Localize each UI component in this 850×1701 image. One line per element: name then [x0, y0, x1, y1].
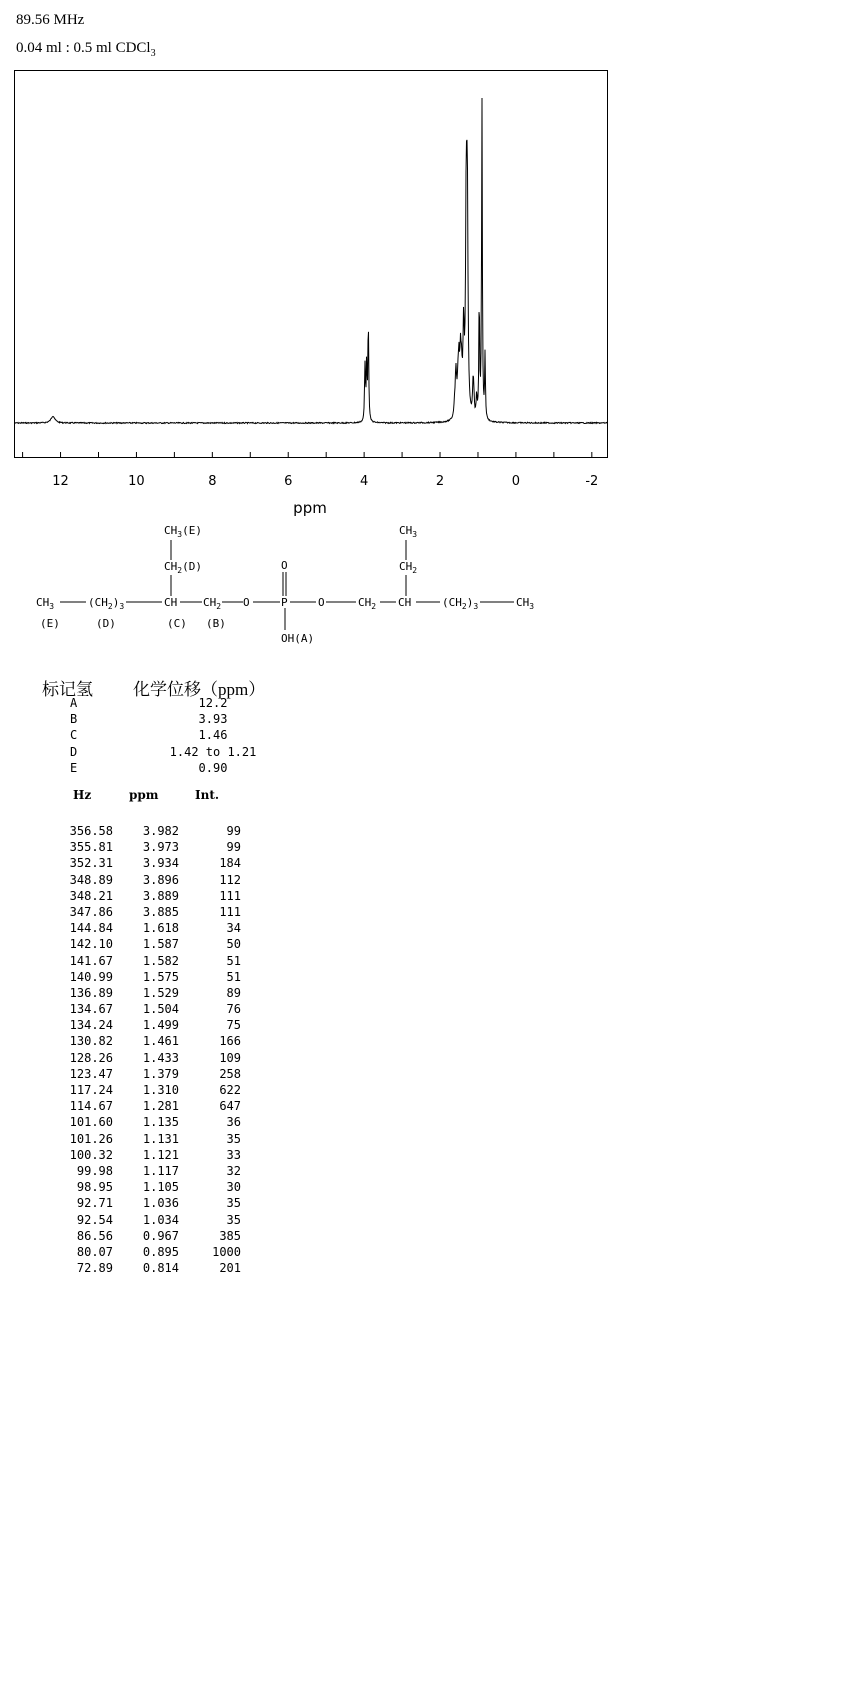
peak-hz: 101.60 — [69, 1115, 113, 1130]
peak-ppm: 1.135 — [142, 1115, 179, 1130]
shift-value: 1.42 to 1.21 — [169, 744, 257, 759]
peak-hz: 123.47 — [69, 1066, 113, 1081]
peak-ppm: 1.504 — [142, 1002, 179, 1017]
peak-hz: 99.98 — [76, 1163, 113, 1178]
peak-hz: 134.67 — [69, 1002, 113, 1017]
branch-right-ch3: $CH_3$ — [399, 524, 418, 539]
peak-int: 647 — [219, 1099, 241, 1114]
peak-hz: 92.54 — [76, 1212, 113, 1227]
peak-ppm: 1.433 — [142, 1050, 179, 1065]
shift-value: 1.46 — [198, 728, 228, 743]
x-tick-label: 2 — [435, 474, 445, 489]
atom-ch2-3-right: $(CH_2)_3$ — [442, 596, 479, 611]
peak-hz: 348.89 — [69, 872, 113, 887]
peak-ppm: 0.967 — [142, 1228, 179, 1243]
peak-hz: 136.89 — [69, 985, 113, 1000]
peak-int: 51 — [226, 969, 241, 984]
atom-ch2-3-left: $(CH_2)_3$ — [88, 596, 125, 611]
shift-value: 12.2 — [198, 696, 228, 710]
peak-ppm: 1.281 — [142, 1099, 179, 1114]
shift-value: 0.90 — [198, 760, 228, 775]
peak-ppm: 1.618 — [142, 921, 179, 936]
peak-hz: 356.58 — [69, 824, 113, 838]
peak-int: 34 — [226, 921, 241, 936]
peak-int: 166 — [219, 1034, 241, 1049]
peak-ppm: 0.895 — [142, 1244, 179, 1259]
peak-hz: 348.21 — [69, 888, 113, 903]
label-d: (D) — [96, 617, 116, 630]
peak-int: 99 — [226, 824, 241, 838]
peak-int: 89 — [226, 985, 241, 1000]
peak-hz: 352.31 — [69, 856, 113, 871]
atom-ch-left: CH — [164, 596, 178, 609]
shift-label: D — [70, 744, 78, 759]
peak-hz: 86.56 — [76, 1228, 113, 1243]
peak-hz: 130.82 — [69, 1034, 113, 1049]
peak-int: 111 — [219, 888, 241, 903]
peak-hz: 92.71 — [76, 1196, 113, 1211]
peak-ppm: 1.575 — [142, 969, 179, 984]
branch-left-ch2: $CH_2(D)$ — [164, 560, 202, 575]
peak-hz: 140.99 — [69, 969, 113, 984]
peak-int: 184 — [219, 856, 241, 871]
peak-hz: 144.84 — [69, 921, 113, 936]
chemical-structure — [0, 0, 850, 660]
peak-header-int: Int. — [195, 788, 220, 802]
peak-ppm: 1.461 — [142, 1034, 179, 1049]
peak-ppm: 1.587 — [142, 937, 179, 952]
shift-table-col1-header: 标记氢 — [42, 680, 93, 699]
peak-int: 109 — [219, 1050, 241, 1065]
x-tick-label: 6 — [284, 474, 293, 489]
atom-o-left: O — [243, 596, 250, 609]
peak-int: 50 — [226, 937, 241, 952]
peak-int: 112 — [219, 872, 241, 887]
atom-oh-a: OH(A) — [281, 632, 315, 645]
peak-ppm: 1.582 — [142, 953, 179, 968]
peak-ppm: 1.117 — [142, 1163, 179, 1178]
peak-ppm: 3.934 — [142, 856, 179, 871]
peak-int: 35 — [226, 1131, 241, 1146]
peak-hz: 142.10 — [69, 937, 113, 952]
peak-hz: 114.67 — [69, 1099, 113, 1114]
shift-label: A — [70, 696, 78, 710]
peak-ppm: 3.973 — [142, 840, 179, 855]
peak-int: 201 — [219, 1261, 241, 1276]
atom-p: P — [281, 596, 288, 609]
peak-hz: 72.89 — [76, 1261, 113, 1276]
shift-value: 3.93 — [198, 712, 228, 727]
branch-right-ch2: $CH_2$ — [399, 560, 418, 575]
atom-o-right: O — [318, 596, 325, 609]
peak-ppm: 3.896 — [142, 872, 179, 887]
label-c: (C) — [167, 617, 187, 630]
x-axis-label: ppm — [293, 499, 327, 517]
peak-hz: 80.07 — [76, 1244, 113, 1259]
peak-ppm: 1.034 — [142, 1212, 179, 1227]
shift-label: C — [70, 728, 78, 743]
peak-ppm: 1.310 — [142, 1083, 179, 1097]
peak-ppm: 1.036 — [142, 1196, 179, 1211]
peak-hz: 100.32 — [69, 1147, 113, 1162]
x-tick-label: 8 — [208, 474, 217, 489]
peak-ppm: 1.379 — [142, 1066, 179, 1081]
peak-hz: 347.86 — [69, 904, 113, 919]
structure-bonds — [60, 540, 514, 630]
x-tick-label: 0 — [511, 474, 521, 489]
x-tick-label: 4 — [359, 474, 369, 489]
peak-hz: 128.26 — [69, 1050, 113, 1065]
x-tick-label: 10 — [128, 474, 145, 489]
peak-int: 30 — [226, 1180, 241, 1195]
peak-int: 35 — [226, 1196, 241, 1211]
sample-subscript: 3 — [150, 48, 156, 59]
x-tick-label: -2 — [585, 474, 599, 489]
peak-hz: 98.95 — [76, 1180, 113, 1195]
peak-int: 76 — [226, 1002, 241, 1017]
peak-ppm: 1.121 — [142, 1147, 179, 1162]
label-b: (B) — [206, 617, 226, 630]
peak-hz: 101.26 — [69, 1131, 113, 1146]
peak-int: 51 — [226, 953, 241, 968]
peak-int: 36 — [226, 1115, 241, 1130]
shift-label: E — [70, 760, 78, 775]
atom-ch-right: CH — [398, 596, 412, 609]
peak-hz: 355.81 — [69, 840, 113, 855]
peak-hz: 134.24 — [69, 1018, 113, 1033]
peak-int: 111 — [219, 904, 241, 919]
peak-header-hz: Hz — [73, 788, 92, 802]
atom-ch3-right: $CH_3$ — [516, 596, 535, 611]
shift-table-col2-header: 化学位移（ppm） — [133, 680, 266, 699]
peak-int: 622 — [219, 1083, 241, 1097]
peak-ppm: 1.529 — [142, 985, 179, 1000]
atom-double-o: O — [281, 559, 288, 572]
peak-ppm: 3.885 — [142, 904, 179, 919]
peak-ppm: 3.889 — [142, 888, 179, 903]
spectrometer-frequency: 89.56 MHz — [16, 12, 85, 28]
branch-left-ch3: $CH_3(E)$ — [164, 524, 202, 539]
peak-int: 1000 — [212, 1244, 241, 1259]
peak-int: 33 — [226, 1147, 241, 1162]
peak-ppm: 1.105 — [142, 1180, 179, 1195]
peak-ppm: 1.131 — [142, 1131, 179, 1146]
peak-ppm: 3.982 — [142, 824, 179, 838]
label-e: (E) — [40, 617, 60, 630]
peak-hz: 141.67 — [69, 953, 113, 968]
peak-hz: 117.24 — [69, 1083, 113, 1097]
peak-int: 32 — [226, 1163, 241, 1178]
peak-header-ppm: ppm — [129, 788, 159, 802]
peak-int: 35 — [226, 1212, 241, 1227]
shift-label: B — [70, 712, 78, 727]
peak-int: 75 — [226, 1018, 241, 1033]
x-tick-label: 12 — [52, 474, 69, 489]
atom-ch3-left: $CH_3$ — [36, 596, 55, 611]
atom-ch2-right: $CH_2$ — [358, 596, 377, 611]
peak-ppm: 1.499 — [142, 1018, 179, 1033]
peak-int: 385 — [219, 1228, 241, 1243]
peak-int: 99 — [226, 840, 241, 855]
sample-text: 0.04 ml : 0.5 ml CDCl — [16, 40, 151, 56]
peak-int: 258 — [219, 1066, 241, 1081]
atom-ch2-left: $CH_2$ — [203, 596, 222, 611]
peak-ppm: 0.814 — [142, 1261, 179, 1276]
